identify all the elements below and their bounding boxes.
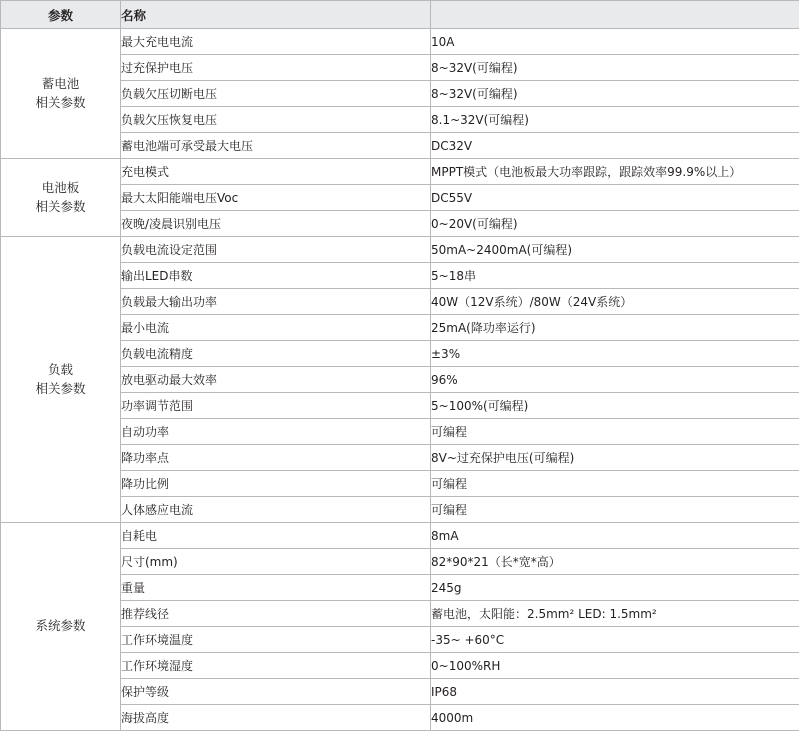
- parameter-name-cell: 最大充电电流: [121, 29, 431, 55]
- table-row: [1, 705, 799, 731]
- parameter-name-cell: 最大太阳能端电压Voc: [121, 185, 431, 211]
- parameter-name-cell: 降功比例: [121, 471, 431, 497]
- table-row: [1, 601, 799, 627]
- parameter-name-cell: 重量: [121, 575, 431, 601]
- parameter-value-cell: 蓄电池，太阳能：2.5mm² LED: 1.5mm²: [431, 601, 799, 627]
- parameter-value-cell: 8~32V(可编程): [431, 55, 799, 81]
- group-label-line: 相关参数: [1, 94, 120, 113]
- table-row: [1, 367, 799, 393]
- parameter-value-cell: 5~18串: [431, 263, 799, 289]
- table-row: [1, 445, 799, 471]
- table-row: [1, 471, 799, 497]
- table-row: [1, 627, 799, 653]
- parameter-value-cell: 96%: [431, 367, 799, 393]
- parameter-name-cell: 自耗电: [121, 523, 431, 549]
- parameter-name-cell: 负载欠压恢复电压: [121, 107, 431, 133]
- parameter-value-cell: IP68: [431, 679, 799, 705]
- group-label-line: 电池板: [1, 179, 120, 198]
- header-name: 名称: [121, 1, 431, 29]
- group-label-cell: [1, 523, 121, 731]
- table-header: [1, 1, 799, 29]
- parameter-value-cell: DC32V: [431, 133, 799, 159]
- group-label-cell: [1, 159, 121, 237]
- parameter-name-cell: 自动功率: [121, 419, 431, 445]
- parameter-value-cell: 245g: [431, 575, 799, 601]
- table-body: [1, 29, 799, 731]
- parameter-name-cell: 负载电流设定范围: [121, 237, 431, 263]
- parameter-name-cell: 保护等级: [121, 679, 431, 705]
- parameter-value-cell: MPPT模式（电池板最大功率跟踪，跟踪效率99.9%以上）: [431, 159, 799, 185]
- table-row: [1, 29, 799, 55]
- parameter-value-cell: 82*90*21（长*宽*高）: [431, 549, 799, 575]
- parameter-value-cell: 可编程: [431, 419, 799, 445]
- parameter-name-cell: 最小电流: [121, 315, 431, 341]
- parameter-value-cell: 0~20V(可编程): [431, 211, 799, 237]
- parameter-name-cell: 充电模式: [121, 159, 431, 185]
- parameter-value-cell: DC55V: [431, 185, 799, 211]
- table-row: [1, 497, 799, 523]
- parameter-value-cell: 5~100%(可编程): [431, 393, 799, 419]
- parameter-name-cell: 夜晚/凌晨识别电压: [121, 211, 431, 237]
- parameter-value-cell: 4000m: [431, 705, 799, 731]
- table-row: [1, 653, 799, 679]
- parameter-name-cell: 放电驱动最大效率: [121, 367, 431, 393]
- table-row: [1, 679, 799, 705]
- parameter-value-cell: 8V~过充保护电压(可编程): [431, 445, 799, 471]
- parameter-name-cell: 输出LED串数: [121, 263, 431, 289]
- parameter-value-cell: 可编程: [431, 497, 799, 523]
- parameter-value-cell: 40W（12V系统）/80W（24V系统）: [431, 289, 799, 315]
- parameter-value-cell: 0~100%RH: [431, 653, 799, 679]
- table-row: [1, 341, 799, 367]
- group-label-line: 相关参数: [1, 380, 120, 399]
- parameter-value-cell: 50mA~2400mA(可编程): [431, 237, 799, 263]
- group-label-cell: [1, 237, 121, 523]
- table-row: [1, 315, 799, 341]
- group-label-line: 系统参数: [1, 617, 120, 636]
- parameter-value-cell: 25mA(降功率运行): [431, 315, 799, 341]
- parameter-name-cell: 负载最大输出功率: [121, 289, 431, 315]
- table-row: [1, 263, 799, 289]
- parameter-value-cell: ±3%: [431, 341, 799, 367]
- parameter-value-cell: 可编程: [431, 471, 799, 497]
- parameter-name-cell: 工作环境温度: [121, 627, 431, 653]
- group-label-cell: [1, 29, 121, 159]
- table-row: [1, 133, 799, 159]
- table-row: [1, 81, 799, 107]
- group-label-line: 蓄电池: [1, 75, 120, 94]
- parameter-value-cell: 10A: [431, 29, 799, 55]
- group-label-line: 负载: [1, 361, 120, 380]
- parameter-value-cell: 8~32V(可编程): [431, 81, 799, 107]
- header-group: 参数: [1, 1, 121, 29]
- table-row: [1, 549, 799, 575]
- parameter-name-cell: 降功率点: [121, 445, 431, 471]
- parameter-name-cell: 负载电流精度: [121, 341, 431, 367]
- parameter-name-cell: 负载欠压切断电压: [121, 81, 431, 107]
- table-row: [1, 107, 799, 133]
- table-row: [1, 419, 799, 445]
- table-row: [1, 55, 799, 81]
- parameter-name-cell: 人体感应电流: [121, 497, 431, 523]
- table-row: [1, 159, 799, 185]
- table-row: [1, 289, 799, 315]
- table-row: [1, 523, 799, 549]
- table-row: [1, 237, 799, 263]
- table-header-row: [1, 1, 799, 29]
- table-row: [1, 185, 799, 211]
- parameter-name-cell: 过充保护电压: [121, 55, 431, 81]
- parameter-name-cell: 尺寸(mm): [121, 549, 431, 575]
- header-value: [431, 1, 799, 29]
- parameter-value-cell: -35~ +60°C: [431, 627, 799, 653]
- parameter-name-cell: 工作环境湿度: [121, 653, 431, 679]
- parameter-name-cell: 蓄电池端可承受最大电压: [121, 133, 431, 159]
- parameter-name-cell: 推荐线径: [121, 601, 431, 627]
- parameter-name-cell: 功率调节范围: [121, 393, 431, 419]
- table-row: [1, 211, 799, 237]
- parameter-name-cell: 海拔高度: [121, 705, 431, 731]
- parameter-value-cell: 8mA: [431, 523, 799, 549]
- table-row: [1, 393, 799, 419]
- group-label-line: 相关参数: [1, 198, 120, 217]
- parameter-value-cell: 8.1~32V(可编程): [431, 107, 799, 133]
- table-row: [1, 575, 799, 601]
